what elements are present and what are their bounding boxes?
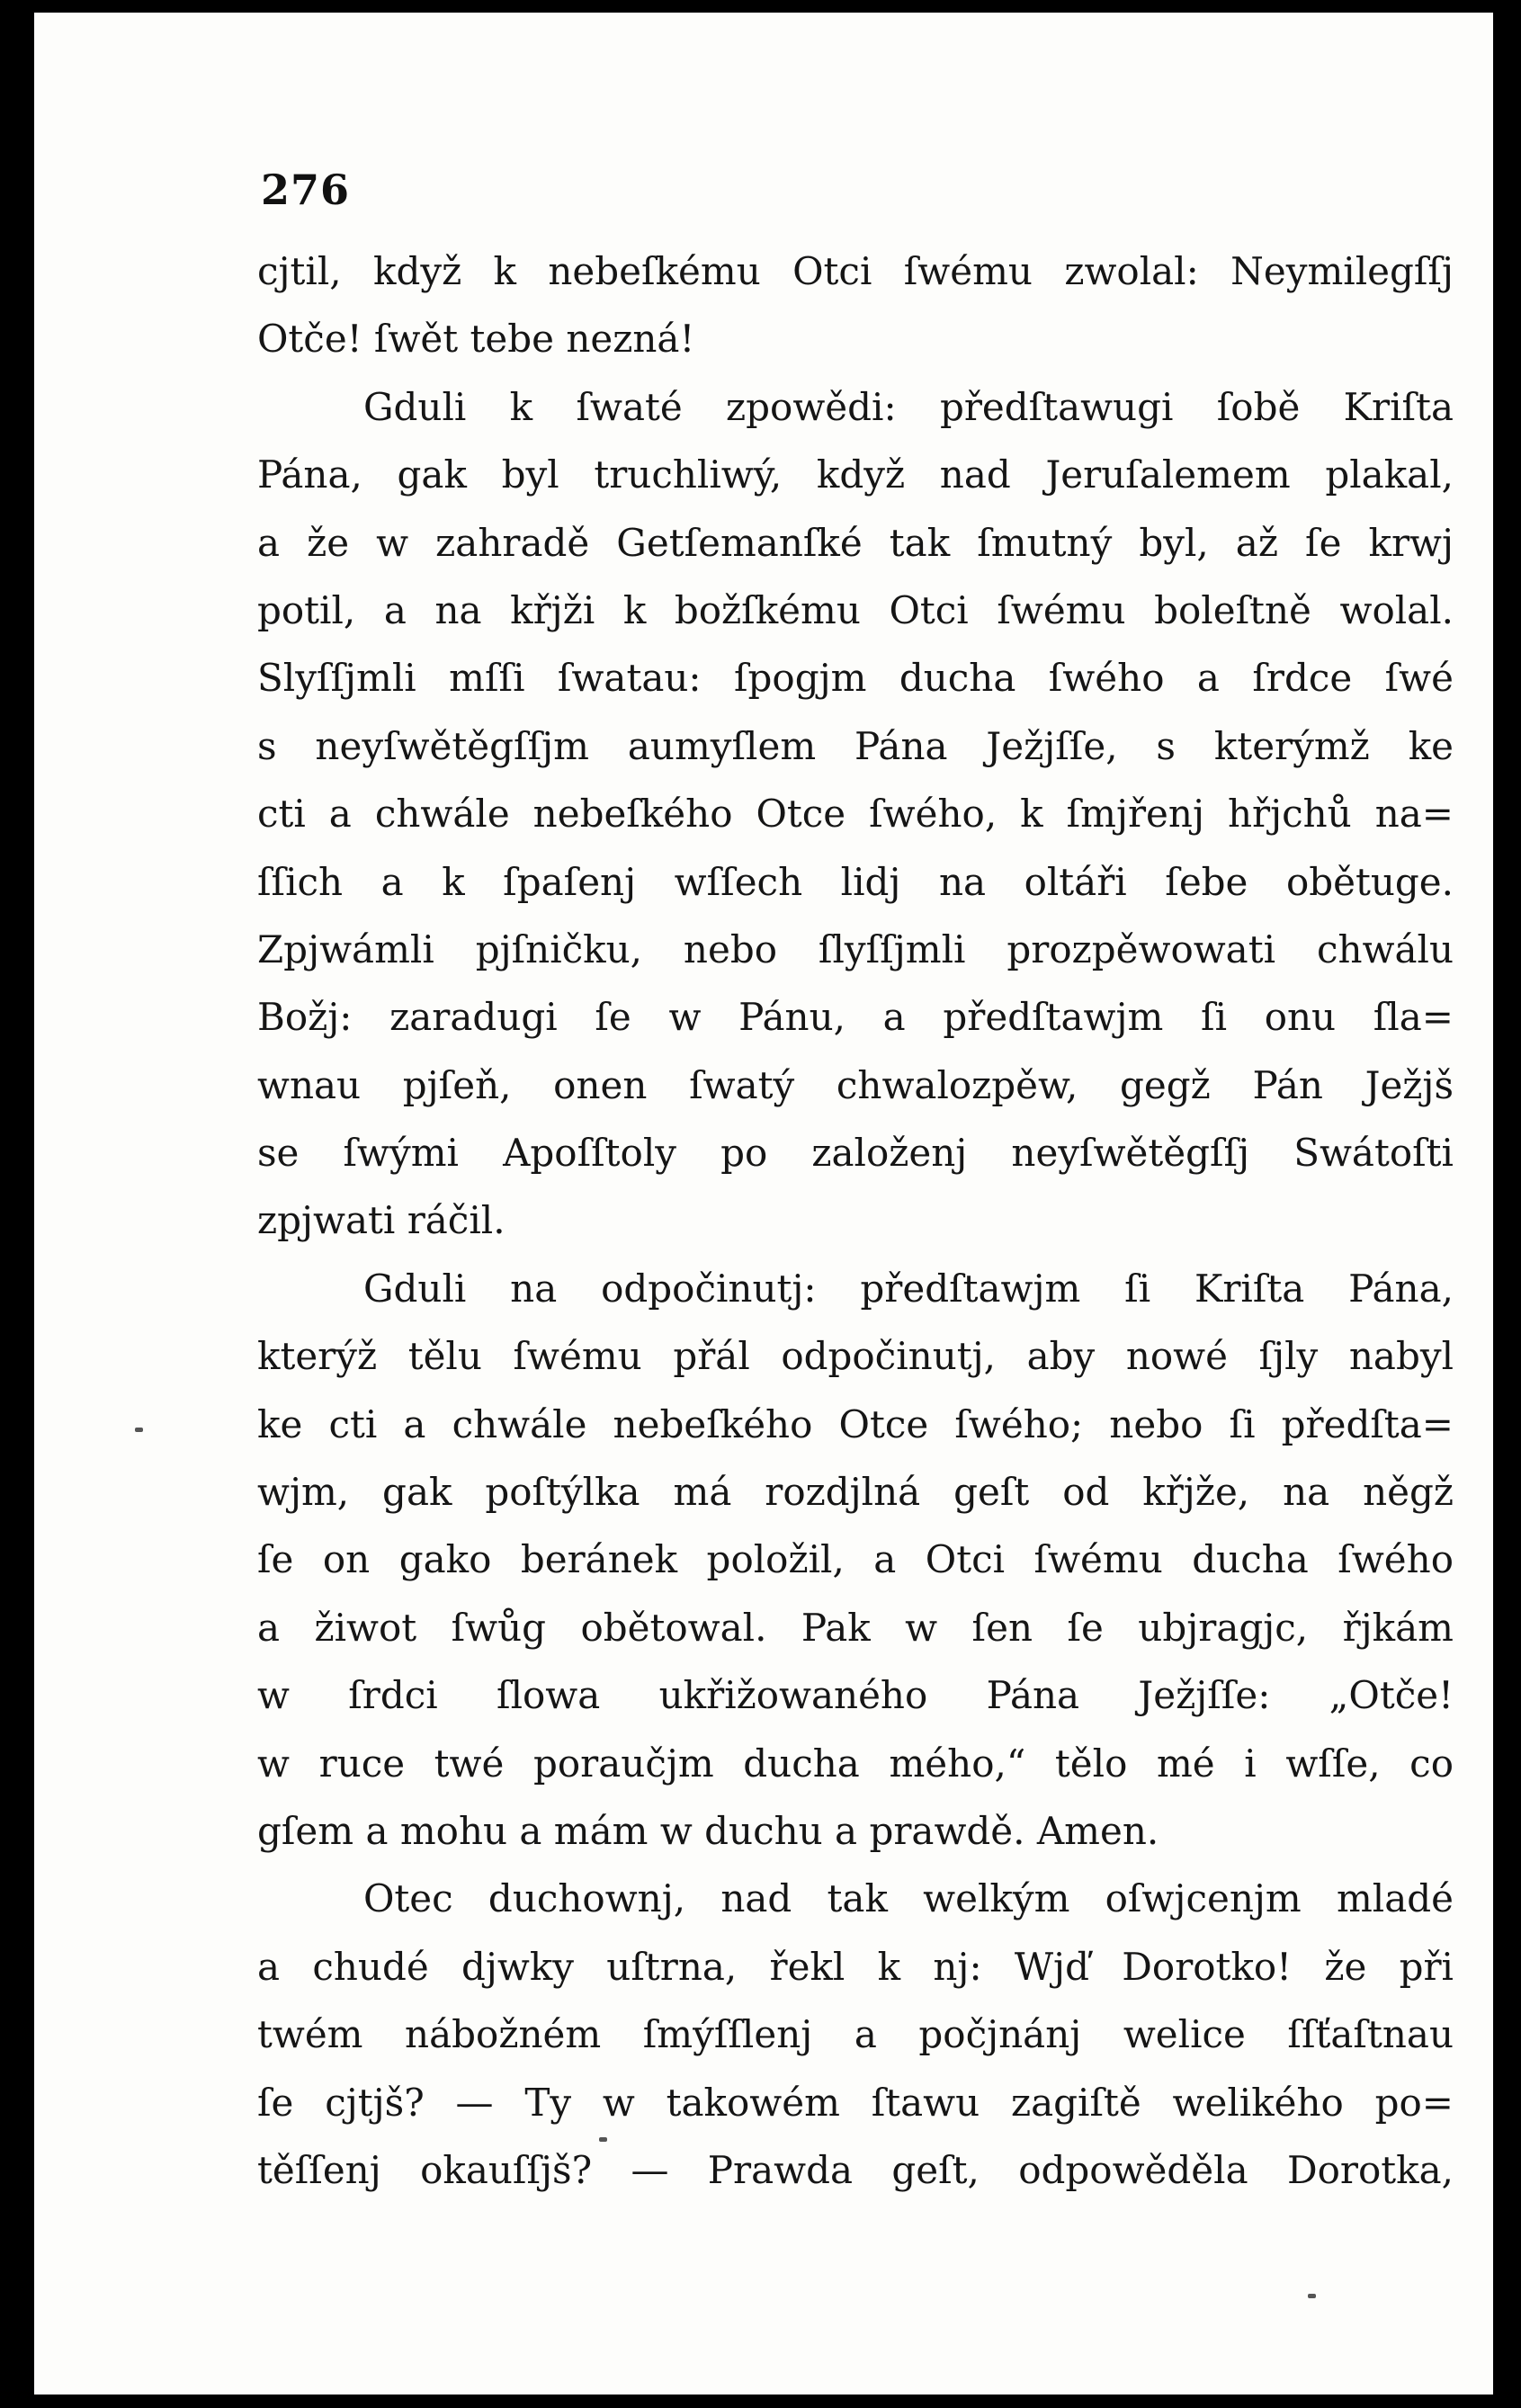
text-line: a žiwot ſwůg obětowal. Pak w ſen ſe ubjragjc, řjkám xyxy=(257,1605,1454,1650)
book-page xyxy=(34,13,1493,2395)
page-number: 276 xyxy=(261,166,351,214)
text-line: Zpjwámli pjſničku, nebo ſlyſſjmli prozpěwowati chwálu xyxy=(257,926,1454,971)
text-line: Slyſſjmli mſſi ſwatau: ſpogjm ducha ſwého a ſrdce ſwé xyxy=(257,656,1454,701)
text-line: cti a chwále nebeſkého Otce ſwého, k ſmjřenj hřjchů na= xyxy=(257,792,1454,837)
scan-speck xyxy=(135,1428,143,1432)
scan-speck xyxy=(599,2137,607,2142)
text-line: Božj: zaradugi ſe w Pánu, a předſtawjm ſi onu ſla= xyxy=(257,995,1454,1040)
scan-speck xyxy=(1308,2294,1316,2298)
text-line: Otče! ſwět tebe nezná! xyxy=(257,317,695,362)
text-line: ſe on gako beránek položil, a Otci ſwému ducha ſwého xyxy=(257,1537,1454,1582)
text-line: Gduli k ſwaté zpowědi: předſtawugi ſobě Kriſta xyxy=(363,384,1454,429)
text-line: ke cti a chwále nebeſkého Otce ſwého; nebo ſi předſta= xyxy=(257,1401,1454,1446)
text-line: s neyſwětěgſſjm aumyſlem Pána Ježjſſe, s kterýmž ke xyxy=(257,723,1454,768)
text-line: těſſenj okauſſjš? — Prawda geſt, odpowěděla Dorotka, xyxy=(257,2147,1454,2192)
body-text xyxy=(257,237,1454,2204)
text-line: potil, a na křjži k božſkému Otci ſwému boleſtně wolal. xyxy=(257,587,1454,632)
text-line: a že w zahradě Getſemanſké tak ſmutný byl, až ſe krwj xyxy=(257,520,1454,565)
text-line: Pána, gak byl truchliwý, když nad Jeruſalemem plakal, xyxy=(257,452,1454,497)
text-line: twém nábožném ſmýſſlenj a počjnánj welice ſſťaſtnau xyxy=(257,2012,1454,2057)
text-line: wjm, gak poſtýlka má rozdjlná geſt od křjže, na něgž xyxy=(257,1470,1454,1515)
text-line: w ſrdci ſlowa ukřižowaného Pána Ježjſſe: „Otče! xyxy=(257,1673,1454,1718)
text-line: se ſwými Apoſſtoly po založenj neyſwětěgſſj Swátoſti xyxy=(257,1131,1454,1176)
text-line: kterýž tělu ſwému přál odpočinutj, aby nowé ſjly nabyl xyxy=(257,1334,1454,1379)
text-line: gſem a mohu a mám w duchu a prawdě. Amen. xyxy=(257,1808,1159,1853)
text-line: a chudé djwky uſtrna, řekl k nj: Wjď Dorotko! že při xyxy=(257,1944,1454,1989)
text-line: cjtil, když k nebeſkému Otci ſwému zwolal: Neymilegſſj xyxy=(257,249,1454,293)
text-line: w ruce twé poraučjm ducha mého,“ tělo mé i wſſe, co xyxy=(257,1741,1454,1786)
text-line: wnau pjſeň, onen ſwatý chwalozpěw, gegž Pán Ježjš xyxy=(257,1062,1454,1107)
text-line: zpjwati ráčil. xyxy=(257,1198,506,1243)
text-line: Otec duchownj, nad tak welkým oſwjcenjm mladé xyxy=(363,1876,1454,1921)
text-line: ſſich a k ſpaſenj wſſech lidj na oltáři ſebe obětuge. xyxy=(257,859,1454,904)
text-line: ſe cjtjš? — Ty w takowém ſtawu zagiſtě welikého po= xyxy=(257,2080,1454,2125)
text-line: Gduli na odpočinutj: předſtawjm ſi Kriſta Pána, xyxy=(363,1266,1454,1311)
